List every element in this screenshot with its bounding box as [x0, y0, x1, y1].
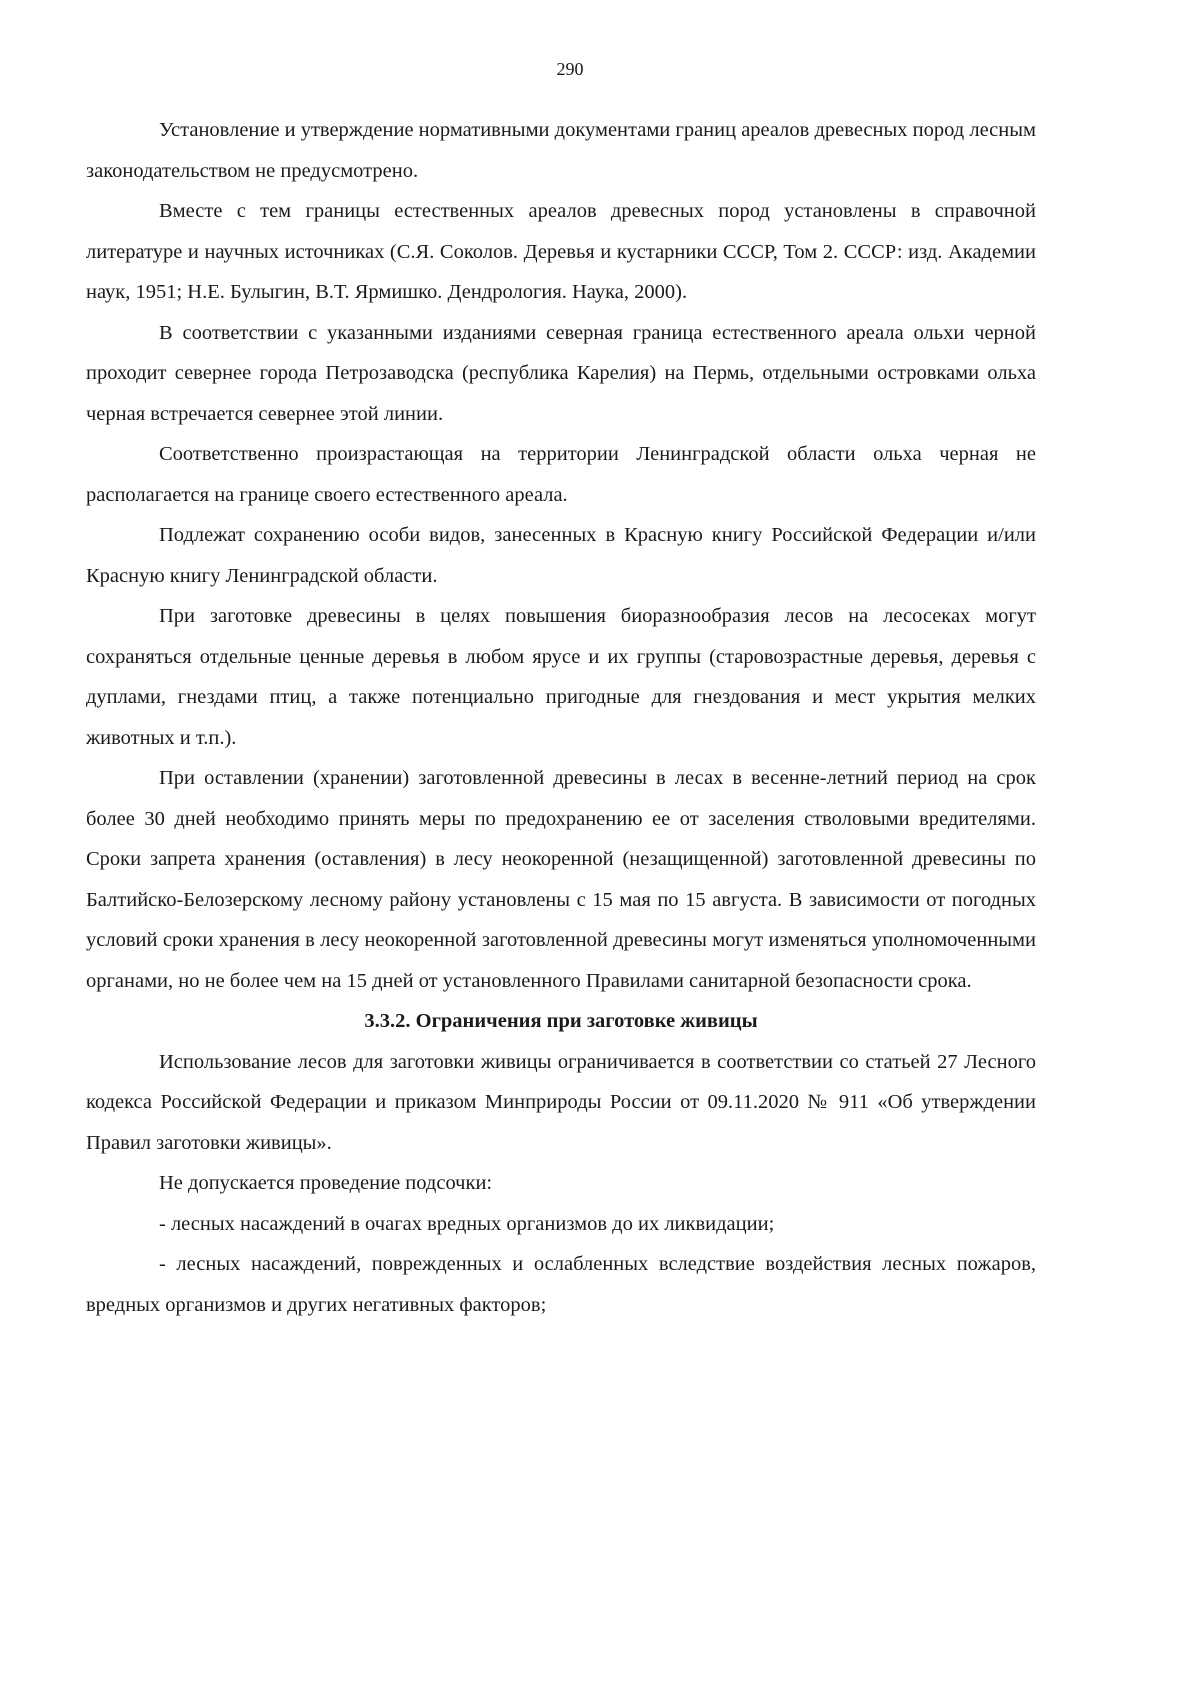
paragraph-alder-leningrad-region: Соответственно произрастающая на территории Ленинградской области ольха черная не располагается на границе своего естественного ареала.: [86, 443, 1036, 506]
paragraph-biodiversity-trees: При заготовке древесины в целях повышения биоразнообразия лесов на лесосеках могут сохраняться отдельные ценные деревья в любом ярусе и их группы (старовозрастные деревья, деревья с дуплами, гнездами птиц, а также потенциально пригодные для гнездования и мест укрытия мелких животных и т.п.).: [86, 605, 1036, 749]
paragraph-alder-northern-border: В соответствии с указанными изданиями северная граница естественного ареала ольхи черной проходит севернее города Петрозаводска (республика Карелия) на Пермь, отдельными островками ольха черная встречается севернее этой линии.: [86, 321, 1036, 425]
paragraph-reference-sources: Вместе с тем границы естественных ареалов древесных пород установлены в справочной литературе и научных источниках (С.Я. Соколов. Деревья и кустарники СССР, Том 2. СССР: изд. Академии наук, 1951; Н.Е. Булыгин, В.Т. Ярмишко. Дендрология. Наука, 2000).: [86, 200, 1036, 303]
paragraph-boundaries-not-established: Установление и утверждение нормативными документами границ ареалов древесных пород лесным законодательством не предусмотрено.: [86, 119, 1036, 182]
document-body: [86, 110, 1036, 1325]
paragraph-timber-storage: При оставлении (хранении) заготовленной древесины в лесах в весенне-летний период на срок более 30 дней необходимо принять меры по предохранению ее от заселения стволовыми вредителями. Сроки запрета хранения (оставления) в лесу неокоренной (незащищенной) заготовленной древесины по Балтийско-Белозерскому лесному району установлены с 15 мая по 15 августа. В зависимости от погодных условий сроки хранения в лесу неокоренной заготовленной древесины могут изменяться уполномоченными органами, но не более чем на 15 дней от установленного Правилами санитарной безопасности срока.: [86, 767, 1036, 992]
list-item-damaged-stands: - лесных насаждений, поврежденных и ослабленных вследствие воздействия лесных пожаров, вредных организмов и других негативных факторов;: [86, 1253, 1036, 1316]
paragraph-red-book-species: Подлежат сохранению особи видов, занесенных в Красную книгу Российской Федерации и/или Красную книгу Ленинградской области.: [86, 524, 1036, 587]
list-item-pest-outbreaks: - лесных насаждений в очагах вредных организмов до их ликвидации;: [159, 1212, 775, 1235]
paragraph-resin-tapping-restrictions: Использование лесов для заготовки живицы ограничивается в соответствии со статьей 27 Лесного кодекса Российской Федерации и приказом Минприроды России от 09.11.2020 № 911 «Об утверждении Правил заготовки живицы».: [86, 1050, 1036, 1154]
paragraph-tapping-not-allowed: Не допускается проведение подсочки:: [159, 1172, 493, 1194]
section-heading: 3.3.2. Ограничения при заготовке живицы: [364, 1010, 758, 1032]
page-number: 290: [556, 59, 584, 79]
